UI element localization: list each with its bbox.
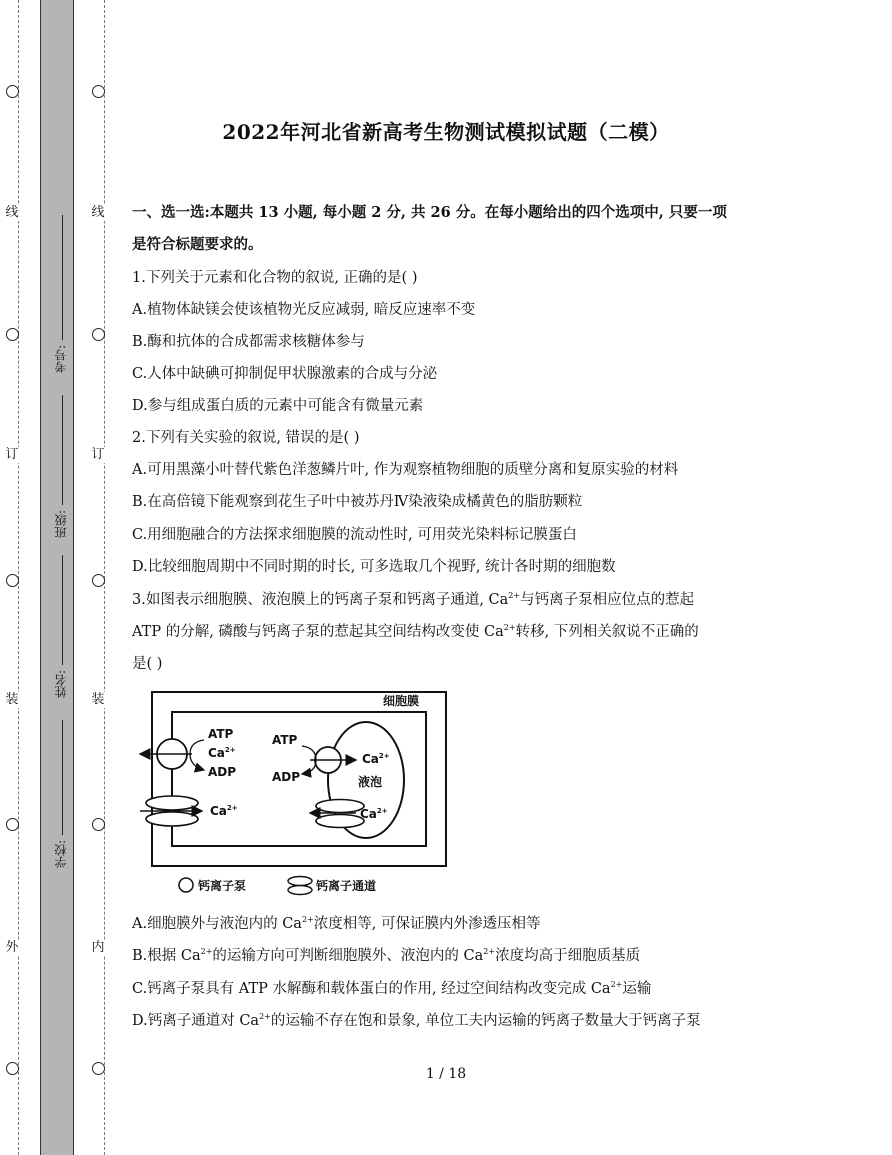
exam-number-label: 考号: <box>54 345 68 374</box>
adp-label: ADP <box>208 765 237 779</box>
section-heading: 一、选一选:本题共 13 小题, 每小题 2 分, 共 26 分。在每小题给出的四个选项中, 只要一项 <box>132 204 727 221</box>
school-field[interactable] <box>62 720 63 835</box>
legend-channel-icon <box>288 877 312 886</box>
gutter-char-nei: 内 <box>91 940 105 955</box>
vacuole-adp-label: ADP <box>272 770 301 784</box>
gutter-char-zhuang: 装 <box>91 692 105 707</box>
membrane-channel <box>146 796 198 810</box>
q1-option-a[interactable]: A.植物体缺镁会使该植物光反应减弱, 暗反应速率不变 <box>132 302 476 318</box>
q1-option-b[interactable]: B.酶和抗体的合成都需求核糖体参与 <box>132 334 365 350</box>
q1-option-c[interactable]: C.人体中缺碘可抑制促甲状腺激素的合成与分泌 <box>132 366 438 382</box>
binding-hole <box>92 328 105 341</box>
binding-hole <box>6 85 19 98</box>
name-field[interactable] <box>62 555 63 665</box>
q2-option-d[interactable]: D.比较细胞周期中不同时期的时长, 可多选取几个视野, 统计各时期的细胞数 <box>132 559 616 575</box>
gutter-char-wai: 外 <box>5 940 19 955</box>
vacuole-ca-label: $Ca^{2+}$ <box>362 752 390 766</box>
q3-option-c[interactable]: C.钙离子泵具有 ATP 水解酶和载体蛋白的作用, 经过空间结构改变完成 $Ca^{2+}$运输 <box>132 980 652 997</box>
q3-stem-line1: 3.如图表示细胞膜、液泡膜上的钙离子泵和钙离子通道, $Ca^{2+}$与钙离子泵相应位点的惹起 <box>132 591 695 608</box>
legend-channel-label: 钙离子通道 <box>316 879 377 893</box>
q3-option-d[interactable]: D.钙离子通道对 $Ca^{2+}$的运输不存在饱和景象, 单位工夫内运输的钙离子数量大于钙离子泵 <box>132 1012 701 1029</box>
exam-number-field[interactable] <box>62 215 63 340</box>
q3-stem-line3: 是( ) <box>132 656 163 672</box>
q3-option-a[interactable]: A.细胞膜外与液泡内的 $Ca^{2+}$浓度相等, 可保证膜内外渗透压相等 <box>132 915 541 932</box>
gutter-char-zhuang: 装 <box>5 692 19 707</box>
vacuole-channel <box>316 800 364 813</box>
school-label: 学校: <box>54 840 68 869</box>
binding-hole <box>92 818 105 831</box>
gutter-char-ding: 订 <box>91 447 105 462</box>
q3-option-b[interactable]: B.根据 $Ca^{2+}$的运输方向可判断细胞膜外、液泡内的 $Ca^{2+}$浓度均高于细胞质基质 <box>132 947 641 964</box>
legend-pump-icon <box>179 878 193 892</box>
binding-hole <box>6 328 19 341</box>
calcium-transport-diagram <box>130 688 460 898</box>
vacuole-label: 液泡 <box>358 775 383 789</box>
membrane-label: 细胞膜 <box>383 694 420 708</box>
q2-stem: 2.下列有关实验的叙说, 错误的是( ) <box>132 430 360 446</box>
atp-label: ATP <box>208 727 234 741</box>
section-heading-cont: 是符合标题要求的。 <box>132 236 263 253</box>
gutter-char-ding: 订 <box>5 447 19 462</box>
q1-option-d[interactable]: D.参与组成蛋白质的元素中可能含有微量元素 <box>132 398 424 414</box>
q3-stem-line2: ATP 的分解, 磷酸与钙离子泵的惹起其空间结构改变使 $Ca^{2+}$转移, 下列相关叙说不正确的 <box>132 623 699 640</box>
q1-stem: 1.下列关于元素和化合物的叙说, 正确的是( ) <box>132 270 418 286</box>
binding-band <box>40 0 74 1155</box>
vacuole-channel-ca-label: $Ca^{2+}$ <box>360 807 388 821</box>
class-field[interactable] <box>62 395 63 505</box>
page-number: 1 / 18 <box>425 1066 467 1082</box>
binding-hole <box>6 818 19 831</box>
q2-option-a[interactable]: A.可用黑藻小叶替代紫色洋葱鳞片叶, 作为观察植物细胞的质壁分离和复原实验的材料 <box>132 462 679 478</box>
page-title: 2022年河北省新高考生物测试模拟试题（二模） <box>222 120 670 144</box>
gutter-char-xian: 线 <box>91 205 105 220</box>
gutter-char-xian: 线 <box>5 205 19 220</box>
binding-hole <box>92 574 105 587</box>
ca-label: $Ca^{2+}$ <box>208 746 236 760</box>
legend-pump-label: 钙离子泵 <box>198 879 247 893</box>
class-label: 班级: <box>54 510 68 539</box>
binding-hole <box>92 85 105 98</box>
q2-option-b[interactable]: B.在高倍镜下能观察到花生子叶中被苏丹Ⅳ染液染成橘黄色的脂肪颗粒 <box>132 494 583 510</box>
diagram-svg <box>130 688 460 898</box>
name-label: 姓名: <box>54 670 68 699</box>
q2-option-c[interactable]: C.用细胞融合的方法探求细胞膜的流动性时, 可用荧光染料标记膜蛋白 <box>132 527 577 543</box>
binding-hole <box>6 574 19 587</box>
ca-channel-label: $Ca^{2+}$ <box>210 804 238 818</box>
vacuole-atp-label: ATP <box>272 733 298 747</box>
